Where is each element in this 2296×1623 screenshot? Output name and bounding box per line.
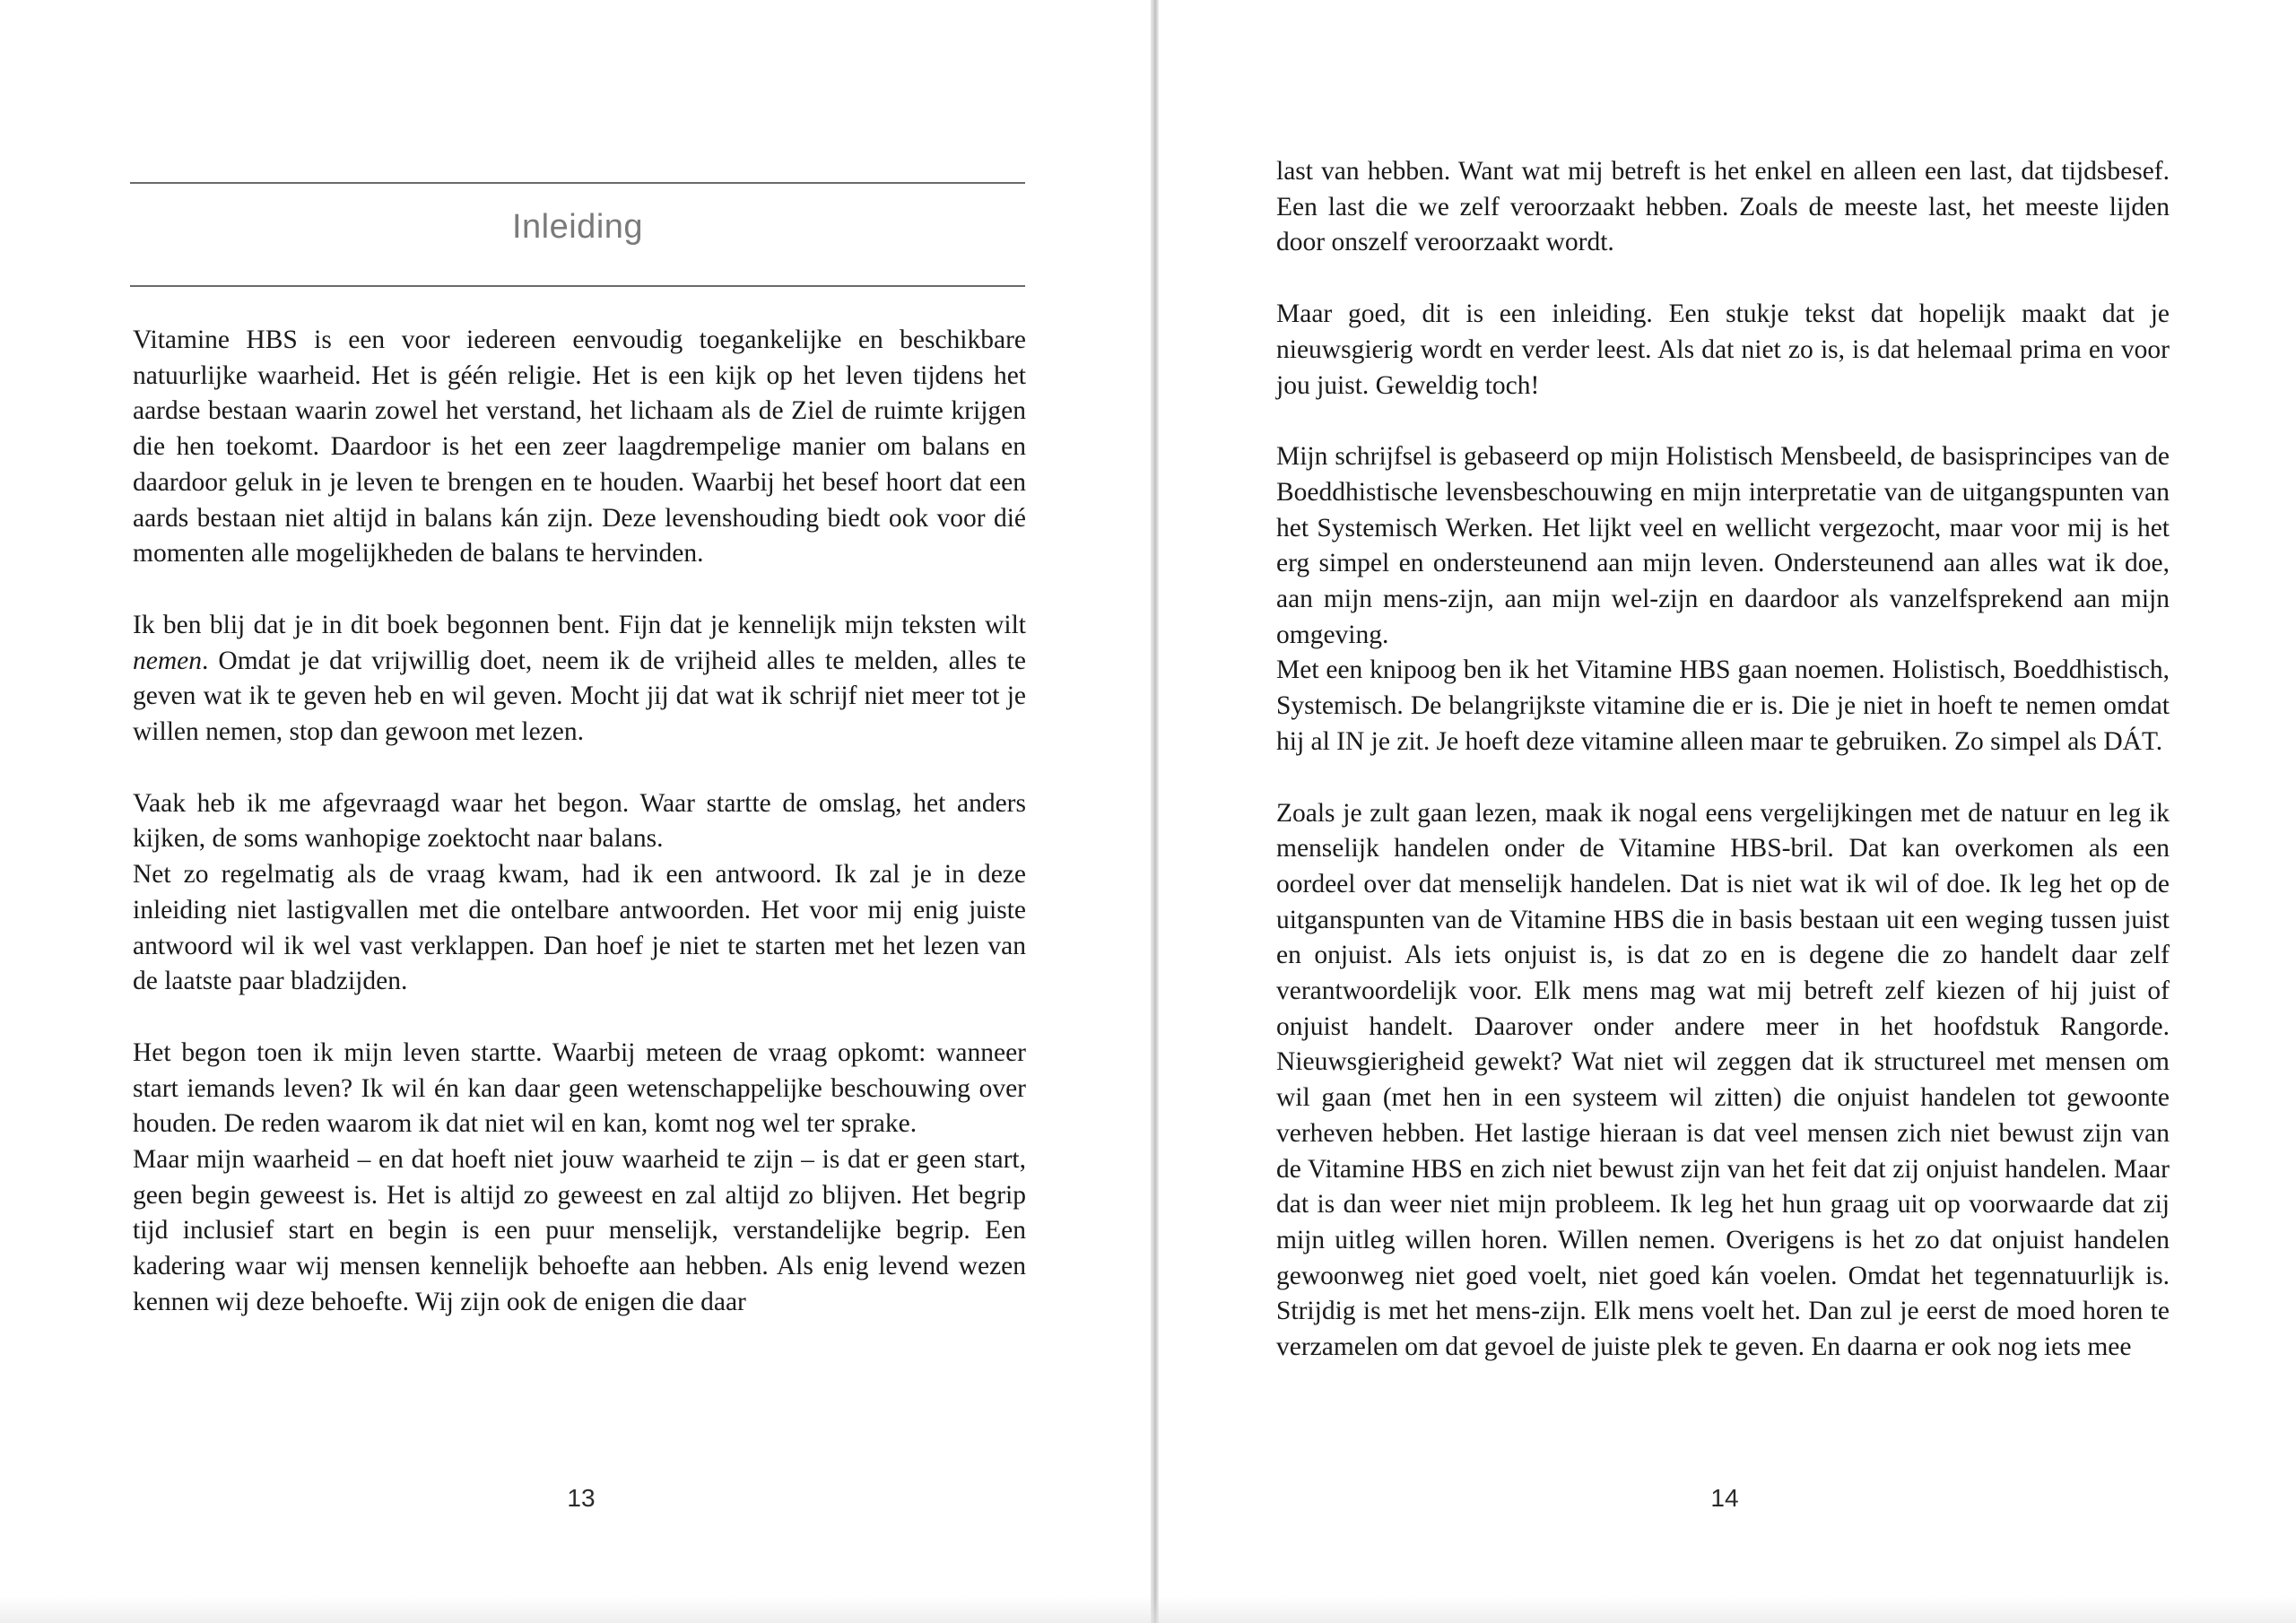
- page-number: 14: [1710, 1484, 1739, 1512]
- paragraph: Mijn schrijfsel is gebaseerd op mijn Holistisch Mensbeeld, de basisprincipes van de Boeddhistische levensbeschouwing en mijn interpretatie van de uitgangspunten van het Systemisch Werken. Het lijkt veel en wellicht vergezocht, maar voor mij is het erg simpel en ondersteunend aan mijn leven. Ondersteunend aan alles wat ik doe, aan mijn mens-zijn, aan mijn wel-zijn en daardoor als vanzelfsprekend aan mijn omgeving.: [1276, 442, 2170, 649]
- paragraph: Met een knipoog ben ik het Vitamine HBS gaan noemen. Holistisch, Boeddhistisch, Systemisch. De belangrijkste vitamine die er is. Die je niet in hoeft te nemen omdat hij al IN je zit. Je hoeft deze vitamine alleen maar te gebruiken. Zo simpel als DÁT.: [1276, 655, 2170, 756]
- paragraph-text: . Omdat je dat vrijwillig doet, neem ik de vrijheid alles te melden, alles te geven wat ik te geven heb en wil geven. Mocht jij dat wat ik schrijf niet meer tot je willen nemen, stop dan gewoon met lezen.: [133, 646, 1026, 747]
- chapter-title: Inleiding: [511, 208, 644, 246]
- paragraph: Zoals je zult gaan lezen, maak ik nogal eens vergelijkingen met de natuur en leg ik menselijk handelen onder de Vitamine HBS-bril. Dat kan overkomen als een oordeel over dat menselijk handelen. Dat is niet wat ik wil of doe. Ik leg het op de uitganspunten van de Vitamine HBS die in basis bestaan uit een weging tussen juist en onjuist. Als iets onjuist is, is dat zo en is degene die zo handelt daar zelf verantwoordelijk voor. Elk mens mag wat mij betreft zelf kiezen of hij juist of onjuist handelt. Daarover onder andere meer in het hoofdstuk Rangorde. Nieuwsgierigheid gewekt? Wat niet wil zeggen dat ik structureel met mensen om wil gaan (met hen in een systeem wil zitten) die onjuist handelen tot gewoonte verheven hebben. Het lastige hieraan is dat veel mensen zich niet bewust zijn van de Vitamine HBS en zich niet bewust zijn van het feit dat zij onjuist handelen. Maar dat is dan weer niet mijn probleem. Ik leg het hun graag uit op voorwaarde dat zij mijn uitleg willen horen. Willen nemen. Overigens is het zo dat onjuist handelen gewoonweg niet goed voelt, niet goed kán voelen. Omdat het tegennatuurlijk is. Strijdig is met het mens-zijn. Elk mens voelt het. Dan zul je eerst de moed horen te verzamelen om dat gevoel de juiste plek te geven. En daarna er ook nog iets mee: [1276, 798, 2170, 1362]
- left-page-body: [133, 323, 1026, 1321]
- book-gutter: [1151, 0, 1159, 1623]
- paragraph: Net zo regelmatig als de vraag kwam, had ik een antwoord. Ik zal je in deze inleiding niet lastigvallen met die ontelbare antwoorden. Het voor mij enig juiste antwoord wil ik wel vast verklappen. Dan hoef je niet te starten met het lezen van de laatste paar bladzijden.: [133, 860, 1026, 996]
- right-page-body: [1276, 154, 2170, 1366]
- paragraph: Vitamine HBS is een voor iedereen eenvoudig toegankelijke en beschikbare natuurlijke waarheid. Het is géén religie. Het is een kijk op het leven tijdens het aardse bestaan waarin zowel het verstand, het lichaam als de Ziel de ruimte krijgen die hen toekomt. Daardoor is het een zeer laagdrempelige manier om balans en daardoor geluk in je leven te brengen en te houden. Waarbij het besef hoort dat een aards bestaan niet altijd in balans kán zijn. Deze levenshouding biedt ook voor dié momenten alle mogelijkheden de balans te hervinden.: [133, 325, 1026, 568]
- title-rule-bottom: [130, 285, 1025, 287]
- paragraph-text: Ik ben blij dat je in dit boek begonnen bent. Fijn dat je kennelijk mijn teksten wilt: [133, 610, 1026, 639]
- paragraph: Maar goed, dit is een inleiding. Een stukje tekst dat hopelijk maakt dat je nieuwsgierig wordt en verder leest. Als dat niet zo is, is dat helemaal prima en voor jou juist. Geweldig toch!: [1276, 299, 2170, 400]
- paragraph: [133, 608, 1026, 751]
- paragraph: Maar mijn waarheid – en dat hoeft niet jouw waarheid te zijn – is dat er geen start, geen begin geweest is. Het is altijd zo geweest en zal altijd zo blijven. Het begrip tijd inclusief start en begin is een puur menselijk, verstandelijke begrip. Een kadering waar wij mensen kennelijk behoefte aan hebben. Als enig levend wezen kennen wij deze behoefte. Wij zijn ook de enigen die daar: [133, 1145, 1026, 1316]
- title-rule-top: [130, 182, 1025, 184]
- emphasis-text: nemen: [133, 646, 202, 675]
- paragraph: Vaak heb ik me afgevraagd waar het begon. Waar startte de omslag, het anders kijken, de soms wanhopige zoektocht naar balans.: [133, 788, 1026, 854]
- page-number: 13: [567, 1484, 596, 1512]
- paragraph: last van hebben. Want wat mij betreft is het enkel en alleen een last, dat tijdsbesef. Een last die we zelf veroorzaakt hebben. Zoals de meeste last, het meeste lijden door onszelf veroorzaakt wordt.: [1276, 157, 2170, 257]
- paragraph: Het begon toen ik mijn leven startte. Waarbij meteen de vraag opkomt: wanneer start iemands leven? Ik wil én kan daar geen wetenschappelijke beschouwing over houden. De reden waarom ik dat niet wil en kan, komt nog wel ter sprake.: [133, 1037, 1026, 1139]
